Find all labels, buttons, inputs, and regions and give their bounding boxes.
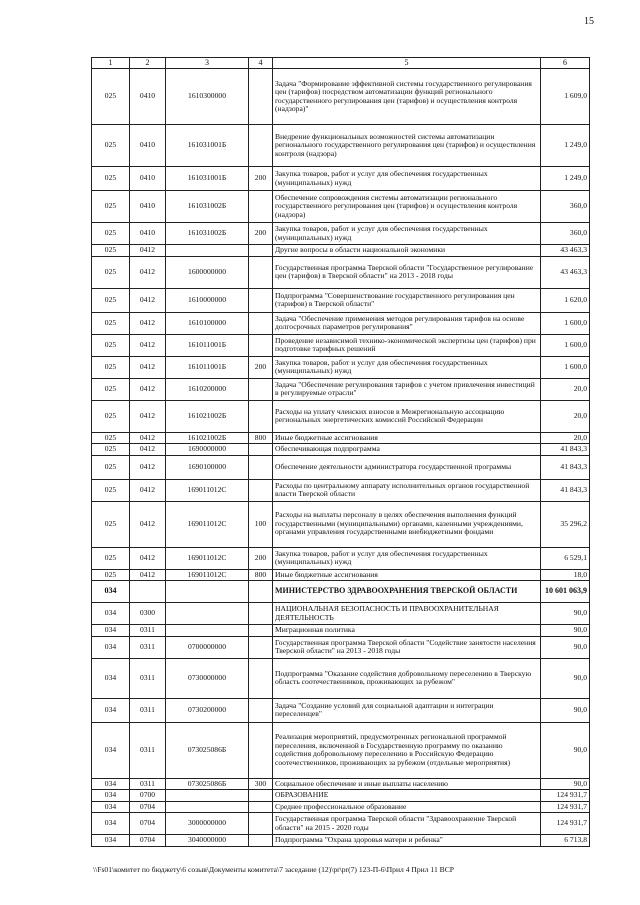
column-header: 5 xyxy=(273,58,541,69)
amount-cell: 1 600,0 xyxy=(541,312,590,334)
department-code-cell: 034 xyxy=(92,625,130,637)
expense-type-cell xyxy=(249,69,273,125)
section-code-cell: 0410 xyxy=(130,223,166,245)
description-cell: Расходы на уплату членских взносов в Межрегиональную ассоциацию региональных энергетических комиссий Российской Федерации xyxy=(273,400,541,432)
expense-type-cell xyxy=(249,378,273,400)
description-cell: МИНИСТЕРСТВО ЗДРАВООХРАНЕНИЯ ТВЕРСКОЙ ОБЛАСТИ xyxy=(273,581,541,603)
table-row xyxy=(92,125,590,167)
expense-type-cell xyxy=(249,334,273,356)
section-code-cell: 0311 xyxy=(130,722,166,778)
amount-cell: 43 463,3 xyxy=(541,256,590,288)
amount-cell: 1 600,0 xyxy=(541,356,590,378)
target-article-cell: 1610100000 xyxy=(166,312,249,334)
department-code-cell: 034 xyxy=(92,790,130,802)
description-cell: Другие вопросы в области национальной экономики xyxy=(273,245,541,257)
table-row xyxy=(92,288,590,312)
target-article-cell xyxy=(166,581,249,603)
section-code-cell: 0412 xyxy=(130,334,166,356)
department-code-cell: 025 xyxy=(92,501,130,547)
amount-cell: 10 601 063,9 xyxy=(541,581,590,603)
table-row xyxy=(92,636,590,658)
table-row xyxy=(92,569,590,581)
amount-cell: 1 620,0 xyxy=(541,288,590,312)
table-row xyxy=(92,167,590,191)
description-cell: Расходы на выплаты персоналу в целях обеспечения выполнения функций государственными (муниципальными) органами, казенными учреждениями, органами управления государственными внебюджетными фондами xyxy=(273,501,541,547)
target-article-cell: 0700000000 xyxy=(166,636,249,658)
section-code-cell: 0412 xyxy=(130,378,166,400)
target-article-cell: 1610000000 xyxy=(166,288,249,312)
amount-cell: 6 713,8 xyxy=(541,835,590,847)
table-row xyxy=(92,625,590,637)
description-cell: Обеспечение сопровождения системы автоматизации регионального государственного регулирования цен (тарифов) и осуществления контроля (надзора) xyxy=(273,191,541,223)
amount-cell: 124 931,7 xyxy=(541,790,590,802)
expense-type-cell: 300 xyxy=(249,778,273,790)
target-article-cell: 073025086Б xyxy=(166,722,249,778)
amount-cell: 1 249,0 xyxy=(541,167,590,191)
section-code-cell: 0412 xyxy=(130,479,166,501)
section-code-cell: 0311 xyxy=(130,625,166,637)
table-row xyxy=(92,245,590,257)
target-article-cell: 169011012С xyxy=(166,501,249,547)
department-code-cell: 034 xyxy=(92,636,130,658)
expense-type-cell xyxy=(249,256,273,288)
expense-type-cell xyxy=(249,455,273,479)
section-code-cell: 0700 xyxy=(130,790,166,802)
department-code-cell: 034 xyxy=(92,658,130,698)
expense-type-cell xyxy=(249,658,273,698)
table-row xyxy=(92,69,590,125)
target-article-cell: 1690000000 xyxy=(166,444,249,456)
expense-type-cell xyxy=(249,603,273,625)
table-row xyxy=(92,581,590,603)
target-article-cell: 3040000000 xyxy=(166,835,249,847)
target-article-cell xyxy=(166,790,249,802)
table-header-row xyxy=(92,58,590,69)
section-code-cell: 0412 xyxy=(130,356,166,378)
department-code-cell: 025 xyxy=(92,223,130,245)
description-cell: ОБРАЗОВАНИЕ xyxy=(273,790,541,802)
department-code-cell: 025 xyxy=(92,334,130,356)
budget-table xyxy=(91,57,590,847)
table-row xyxy=(92,256,590,288)
department-code-cell: 025 xyxy=(92,288,130,312)
amount-cell: 35 296,2 xyxy=(541,501,590,547)
table-row xyxy=(92,778,590,790)
expense-type-cell xyxy=(249,722,273,778)
amount-cell: 6 529,1 xyxy=(541,547,590,569)
section-code-cell: 0410 xyxy=(130,167,166,191)
expense-type-cell: 200 xyxy=(249,223,273,245)
amount-cell: 43 463,3 xyxy=(541,245,590,257)
column-header: 4 xyxy=(249,58,273,69)
department-code-cell: 025 xyxy=(92,378,130,400)
description-cell: Государственная программа Тверской области "Содействие занятости населения Тверской области" на 2013 - 2018 годы xyxy=(273,636,541,658)
column-header: 6 xyxy=(541,58,590,69)
description-cell: Внедрение функциональных возможностей системы автоматизации регионального государственного регулирования цен (тарифов) и осуществления контроля (надзора) xyxy=(273,125,541,167)
table-row xyxy=(92,400,590,432)
expense-type-cell xyxy=(249,245,273,257)
section-code-cell: 0412 xyxy=(130,501,166,547)
table-row xyxy=(92,378,590,400)
amount-cell: 90,0 xyxy=(541,778,590,790)
column-header: 1 xyxy=(92,58,130,69)
department-code-cell: 034 xyxy=(92,813,130,835)
section-code-cell: 0704 xyxy=(130,801,166,813)
expense-type-cell: 800 xyxy=(249,569,273,581)
expense-type-cell: 200 xyxy=(249,356,273,378)
target-article-cell: 161031001Б xyxy=(166,125,249,167)
department-code-cell: 025 xyxy=(92,400,130,432)
description-cell: Закупка товаров, работ и услуг для обеспечения государственных (муниципальных) нужд xyxy=(273,356,541,378)
table-row xyxy=(92,547,590,569)
amount-cell: 90,0 xyxy=(541,698,590,722)
expense-type-cell xyxy=(249,813,273,835)
department-code-cell: 025 xyxy=(92,69,130,125)
amount-cell: 41 843,3 xyxy=(541,479,590,501)
department-code-cell: 025 xyxy=(92,455,130,479)
table-row xyxy=(92,801,590,813)
description-cell: Закупка товаров, работ и услуг для обеспечения государственных (муниципальных) нужд xyxy=(273,547,541,569)
expense-type-cell xyxy=(249,835,273,847)
department-code-cell: 025 xyxy=(92,356,130,378)
description-cell: Закупка товаров, работ и услуг для обеспечения государственных (муниципальных) нужд xyxy=(273,167,541,191)
department-code-cell: 034 xyxy=(92,698,130,722)
department-code-cell: 025 xyxy=(92,125,130,167)
expense-type-cell xyxy=(249,312,273,334)
expense-type-cell: 800 xyxy=(249,432,273,444)
department-code-cell: 025 xyxy=(92,312,130,334)
table-row xyxy=(92,722,590,778)
department-code-cell: 025 xyxy=(92,479,130,501)
table-row xyxy=(92,658,590,698)
table-row xyxy=(92,835,590,847)
amount-cell: 20,0 xyxy=(541,378,590,400)
expense-type-cell xyxy=(249,191,273,223)
description-cell: Обеспечение деятельности администратора государственной программы xyxy=(273,455,541,479)
table-row xyxy=(92,790,590,802)
amount-cell: 124 931,7 xyxy=(541,801,590,813)
section-code-cell: 0412 xyxy=(130,455,166,479)
expense-type-cell xyxy=(249,125,273,167)
section-code-cell: 0704 xyxy=(130,835,166,847)
target-article-cell: 161021002Б xyxy=(166,400,249,432)
description-cell: Иные бюджетные ассигнования xyxy=(273,432,541,444)
section-code-cell: 0412 xyxy=(130,400,166,432)
target-article-cell: 1690100000 xyxy=(166,455,249,479)
department-code-cell: 025 xyxy=(92,167,130,191)
expense-type-cell xyxy=(249,444,273,456)
target-article-cell xyxy=(166,801,249,813)
amount-cell: 90,0 xyxy=(541,636,590,658)
table-body xyxy=(92,69,590,847)
target-article-cell: 161011001Б xyxy=(166,356,249,378)
amount-cell: 90,0 xyxy=(541,722,590,778)
section-code-cell: 0412 xyxy=(130,569,166,581)
amount-cell: 1 609,0 xyxy=(541,69,590,125)
expense-type-cell xyxy=(249,400,273,432)
table-row xyxy=(92,455,590,479)
description-cell: Реализация мероприятий, предусмотренных региональной программой переселения, включенной в Государственную программу по оказанию содействия добровольному переселению в Российскую Федерацию соотечественников, проживающих за рубежом (отдельные мероприятия) xyxy=(273,722,541,778)
amount-cell: 20,0 xyxy=(541,400,590,432)
target-article-cell: 1610300000 xyxy=(166,69,249,125)
description-cell: НАЦИОНАЛЬНАЯ БЕЗОПАСНОСТЬ И ПРАВООХРАНИТЕЛЬНАЯ ДЕЯТЕЛЬНОСТЬ xyxy=(273,603,541,625)
table-row xyxy=(92,356,590,378)
department-code-cell: 025 xyxy=(92,245,130,257)
page-number: 15 xyxy=(584,16,594,27)
target-article-cell: 169011012С xyxy=(166,547,249,569)
section-code-cell: 0412 xyxy=(130,444,166,456)
table-row xyxy=(92,813,590,835)
table-row xyxy=(92,603,590,625)
department-code-cell: 034 xyxy=(92,778,130,790)
table-row xyxy=(92,223,590,245)
table-row xyxy=(92,698,590,722)
description-cell: Социальное обеспечение и иные выплаты населению xyxy=(273,778,541,790)
amount-cell: 360,0 xyxy=(541,191,590,223)
expense-type-cell xyxy=(249,581,273,603)
target-article-cell xyxy=(166,603,249,625)
amount-cell: 41 843,3 xyxy=(541,455,590,479)
file-path-footer: \\Fs01\комитет по бюджету\6 созыв\Документы комитета\7 заседание (12)\pr\pr(7) 123-П-6\Прил 4 Прил 11 ВСР xyxy=(93,865,454,874)
expense-type-cell xyxy=(249,625,273,637)
table-row xyxy=(92,432,590,444)
target-article-cell: 161011001Б xyxy=(166,334,249,356)
description-cell: Задача "Формирование эффективной системы государственного регулирования цен (тарифов) посредством автоматизации функций регионального государственного регулирования цен (тарифов) и осуществления контроля (надзора)" xyxy=(273,69,541,125)
department-code-cell: 025 xyxy=(92,256,130,288)
amount-cell: 1 600,0 xyxy=(541,334,590,356)
section-code-cell: 0412 xyxy=(130,256,166,288)
section-code-cell: 0311 xyxy=(130,698,166,722)
target-article-cell: 161031002Б xyxy=(166,191,249,223)
target-article-cell: 169011012С xyxy=(166,569,249,581)
target-article-cell xyxy=(166,625,249,637)
description-cell: Задача "Обеспечение регулирования тарифов с учетом привлечения инвестиций в регулируемые отрасли" xyxy=(273,378,541,400)
department-code-cell: 025 xyxy=(92,547,130,569)
target-article-cell: 0730000000 xyxy=(166,658,249,698)
section-code-cell: 0311 xyxy=(130,636,166,658)
amount-cell: 41 843,3 xyxy=(541,444,590,456)
description-cell: Задача "Обеспечение применения методов регулирования тарифов на основе долгосрочных параметров регулирования" xyxy=(273,312,541,334)
department-code-cell: 025 xyxy=(92,191,130,223)
target-article-cell: 1600000000 xyxy=(166,256,249,288)
table-row xyxy=(92,501,590,547)
amount-cell: 90,0 xyxy=(541,625,590,637)
amount-cell: 360,0 xyxy=(541,223,590,245)
target-article-cell: 3000000000 xyxy=(166,813,249,835)
section-code-cell: 0410 xyxy=(130,69,166,125)
description-cell: Обеспечивающая подпрограмма xyxy=(273,444,541,456)
description-cell: Миграционная политика xyxy=(273,625,541,637)
description-cell: Проведение независимой технико-экономической экспертизы цен (тарифов) при подготовке тарифных решений xyxy=(273,334,541,356)
expense-type-cell: 200 xyxy=(249,547,273,569)
department-code-cell: 025 xyxy=(92,444,130,456)
section-code-cell: 0412 xyxy=(130,245,166,257)
description-cell: Государственная программа Тверской области "Здравоохранение Тверской области" на 2015 - 2020 годы xyxy=(273,813,541,835)
section-code-cell: 0412 xyxy=(130,312,166,334)
section-code-cell: 0410 xyxy=(130,191,166,223)
department-code-cell: 025 xyxy=(92,569,130,581)
section-code-cell: 0410 xyxy=(130,125,166,167)
expense-type-cell xyxy=(249,479,273,501)
amount-cell: 90,0 xyxy=(541,603,590,625)
target-article-cell: 161031002Б xyxy=(166,223,249,245)
section-code-cell: 0412 xyxy=(130,547,166,569)
expense-type-cell: 100 xyxy=(249,501,273,547)
description-cell: Подпрограмма "Совершенствование государственного регулирования цен (тарифов) в Тверской области" xyxy=(273,288,541,312)
expense-type-cell xyxy=(249,288,273,312)
amount-cell: 1 249,0 xyxy=(541,125,590,167)
section-code-cell: 0412 xyxy=(130,432,166,444)
expense-type-cell xyxy=(249,698,273,722)
column-header: 2 xyxy=(130,58,166,69)
department-code-cell: 034 xyxy=(92,801,130,813)
amount-cell: 124 931,7 xyxy=(541,813,590,835)
section-code-cell xyxy=(130,581,166,603)
section-code-cell: 0311 xyxy=(130,778,166,790)
target-article-cell xyxy=(166,245,249,257)
description-cell: Подпрограмма "Оказание содействия добровольному переселению в Тверскую область соотечественников, проживающих за рубежом" xyxy=(273,658,541,698)
amount-cell: 90,0 xyxy=(541,658,590,698)
target-article-cell: 161031001Б xyxy=(166,167,249,191)
table-row xyxy=(92,191,590,223)
description-cell: Задача "Создание условий для социальной адаптации и интеграции переселенцев" xyxy=(273,698,541,722)
column-header: 3 xyxy=(166,58,249,69)
table-row xyxy=(92,334,590,356)
description-cell: Расходы по центральному аппарату исполнительных органов государственной власти Тверской области xyxy=(273,479,541,501)
description-cell: Иные бюджетные ассигнования xyxy=(273,569,541,581)
target-article-cell: 073025086Б xyxy=(166,778,249,790)
table-row xyxy=(92,479,590,501)
description-cell: Подпрограмма "Охрана здоровья матери и ребенка" xyxy=(273,835,541,847)
table-row xyxy=(92,444,590,456)
amount-cell: 20,0 xyxy=(541,432,590,444)
description-cell: Закупка товаров, работ и услуг для обеспечения государственных (муниципальных) нужд xyxy=(273,223,541,245)
target-article-cell: 0730200000 xyxy=(166,698,249,722)
expense-type-cell xyxy=(249,801,273,813)
department-code-cell: 025 xyxy=(92,432,130,444)
amount-cell: 18,0 xyxy=(541,569,590,581)
section-code-cell: 0412 xyxy=(130,288,166,312)
expense-type-cell xyxy=(249,790,273,802)
department-code-cell: 034 xyxy=(92,722,130,778)
department-code-cell: 034 xyxy=(92,581,130,603)
table-row xyxy=(92,312,590,334)
section-code-cell: 0311 xyxy=(130,658,166,698)
description-cell: Среднее профессиональное образование xyxy=(273,801,541,813)
target-article-cell: 161021002Б xyxy=(166,432,249,444)
department-code-cell: 034 xyxy=(92,835,130,847)
description-cell: Государственная программа Тверской области "Государственное регулирование цен (тарифов) в Тверской области" на 2013 - 2018 годы xyxy=(273,256,541,288)
section-code-cell: 0704 xyxy=(130,813,166,835)
section-code-cell: 0300 xyxy=(130,603,166,625)
target-article-cell: 1610200000 xyxy=(166,378,249,400)
target-article-cell: 169011012С xyxy=(166,479,249,501)
department-code-cell: 034 xyxy=(92,603,130,625)
expense-type-cell xyxy=(249,636,273,658)
expense-type-cell: 200 xyxy=(249,167,273,191)
